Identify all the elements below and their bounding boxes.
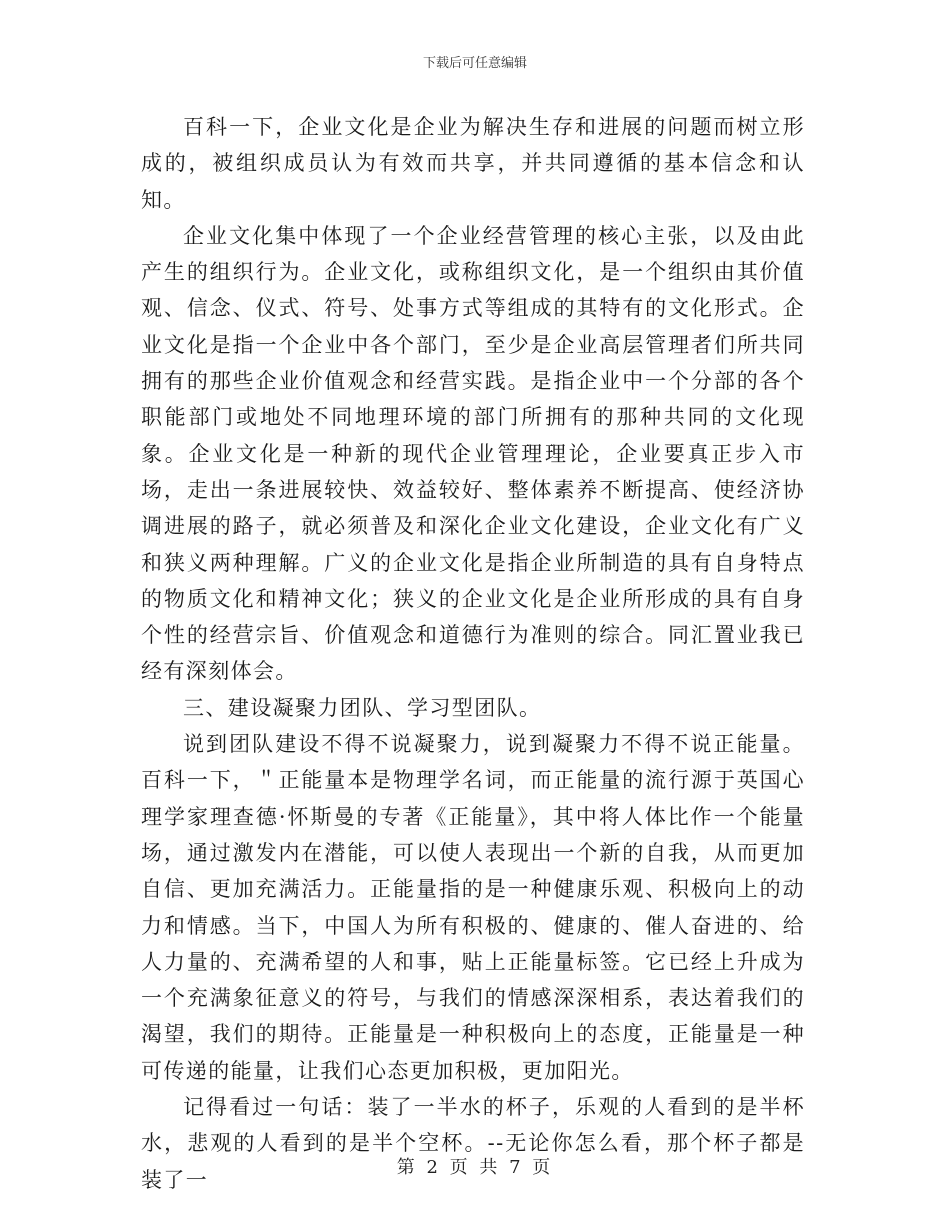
paragraph-1: 百科一下，企业文化是企业为解决生存和进展的问题而树立形成的，被组织成员认为有效而共享，并共同遵循的基本信念和认知。: [141, 115, 805, 212]
section-heading: 三、建设凝聚力团队、学习型团队。: [183, 695, 542, 720]
page-number: 第 2 页 共 7 页: [396, 1157, 554, 1178]
paragraph-2: 企业文化集中体现了一个企业经营管理的核心主张，以及由此产生的组织行为。企业文化，或称组织文化，是一个组织由其价值观、信念、仪式、符号、处事方式等组成的其特有的文化形式。企业文化是指一个企业中各个部门，至少是企业高层管理者们所共同拥有的那些企业价值观念和经营实践。是指企业中一个分部的各个职能部门或地处不同地理环境的部门所拥有的那种共同的文化现象。企业文化是一种新的现代企业管理理论，企业要真正步入市场，走出一条进展较快、效益较好、整体素养不断提高、使经济协调进展的路子，就必须普及和深化企业文化建设，企业文化有广义和狭义两种理解。广义的企业文化是指企业所制造的具有自身特点的物质文化和精神文化；狭义的企业文化是企业所形成的具有自身个性的经营宗旨、价值观念和道德行为准则的综合。同汇置业我已经有深刻体会。: [141, 223, 805, 684]
page-header: 下载后可任意编辑: [422, 56, 527, 71]
document-body: [141, 109, 805, 1198]
paragraph-3: 说到团队建设不得不说凝聚力，说到凝聚力不得不说正能量。百科一下，＂正能量本是物理学名词，而正能量的流行源于英国心理学家理查德·怀斯曼的专著《正能量》，其中将人体比作一个能量场，通过激发内在潜能，可以使人表现出一个新的自我，从而更加自信、更加充满活力。正能量指的是一种健康乐观、积极向上的动力和情感。当下，中国人为所有积极的、健康的、催人奋进的、给人力量的、充满希望的人和事，贴上正能量标签。它已经上升成为一个充满象征意义的符号，与我们的情感深深相系，表达着我们的渴望，我们的期待。正能量是一种积极向上的态度，正能量是一种可传递的能量，让我们心态更加积极，更加阳光。: [141, 732, 805, 1083]
paragraph-4: 记得看过一句话：装了一半水的杯子，乐观的人看到的是半杯水，悲观的人看到的是半个空杯。--无论你怎么看，那个杯子都是装了一: [141, 1095, 805, 1192]
